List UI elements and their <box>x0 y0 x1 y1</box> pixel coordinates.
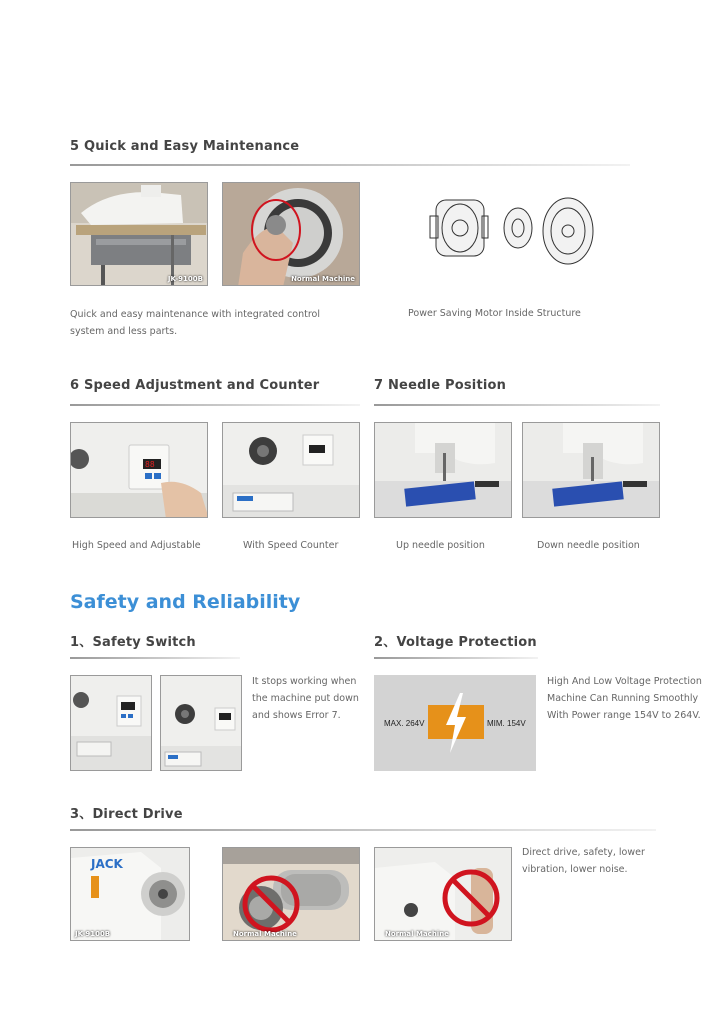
maintenance-photo-label: JK-9100B <box>167 275 203 283</box>
safety-switch-description: It stops working when the machine put down and shows Error 7. <box>252 676 359 721</box>
voltage-min-label: MIM. 154V <box>487 719 526 728</box>
up-needle-photo <box>374 422 512 518</box>
safety-switch-heading: 1、Safety Switch <box>70 635 196 650</box>
section6-heading: 6 Speed Adjustment and Counter <box>70 378 320 393</box>
voltage-protection-divider <box>374 657 538 659</box>
section5-divider <box>70 164 630 166</box>
speed-counter-caption: With Speed Counter <box>243 540 339 551</box>
maintenance-photo-jack <box>70 182 208 286</box>
section6-divider <box>70 404 360 406</box>
maintenance-photo-normal <box>222 182 360 286</box>
speed-counter-photo <box>222 422 360 518</box>
speed-adjust-caption: High Speed and Adjustable <box>72 540 201 551</box>
voltage-protection-description: High And Low Voltage Protection Machine Can Running Smoothly With Power range 154V to 264V. <box>547 676 702 721</box>
direct-drive-photo-normal-hand <box>374 847 512 941</box>
svg-text:JACK: JACK <box>91 857 123 871</box>
direct-drive-photo-normal-label-2: Normal Machine <box>385 930 449 938</box>
maintenance-description: Quick and easy maintenance with integrated control system and less parts. <box>70 309 321 337</box>
safety-switch-photo-1 <box>70 675 152 771</box>
voltage-protection-heading: 2、Voltage Protection <box>374 635 537 650</box>
direct-drive-photo-label: JK-9100B <box>75 930 111 938</box>
direct-drive-photo-jack <box>70 847 190 941</box>
section7-divider <box>374 404 660 406</box>
lightning-icon <box>444 693 468 753</box>
direct-drive-heading: 3、Direct Drive <box>70 807 183 822</box>
direct-drive-photo-normal-label-1: Normal Machine <box>233 930 297 938</box>
down-needle-caption: Down needle position <box>537 540 640 551</box>
safety-switch-divider <box>70 657 240 659</box>
maintenance-photo-normal-label: Normal Machine <box>291 275 355 283</box>
safety-section-title: Safety and Reliability <box>70 591 301 613</box>
up-needle-caption: Up needle position <box>396 540 485 551</box>
speed-adjust-photo <box>70 422 208 518</box>
voltage-protection-panel <box>374 675 536 771</box>
direct-drive-divider <box>70 829 656 831</box>
direct-drive-description: Direct drive, safety, lower vibration, lower noise. <box>522 847 645 875</box>
svg-text:88: 88 <box>145 460 155 469</box>
direct-drive-photo-normal-motor <box>222 847 360 941</box>
down-needle-photo <box>522 422 660 518</box>
motor-structure-diagram <box>428 186 598 276</box>
voltage-max-label: MAX. 264V <box>384 719 425 728</box>
motor-structure-caption: Power Saving Motor Inside Structure <box>408 308 581 319</box>
safety-switch-photo-2 <box>160 675 242 771</box>
section7-heading: 7 Needle Position <box>374 378 507 393</box>
section5-heading: 5 Quick and Easy Maintenance <box>70 139 300 154</box>
